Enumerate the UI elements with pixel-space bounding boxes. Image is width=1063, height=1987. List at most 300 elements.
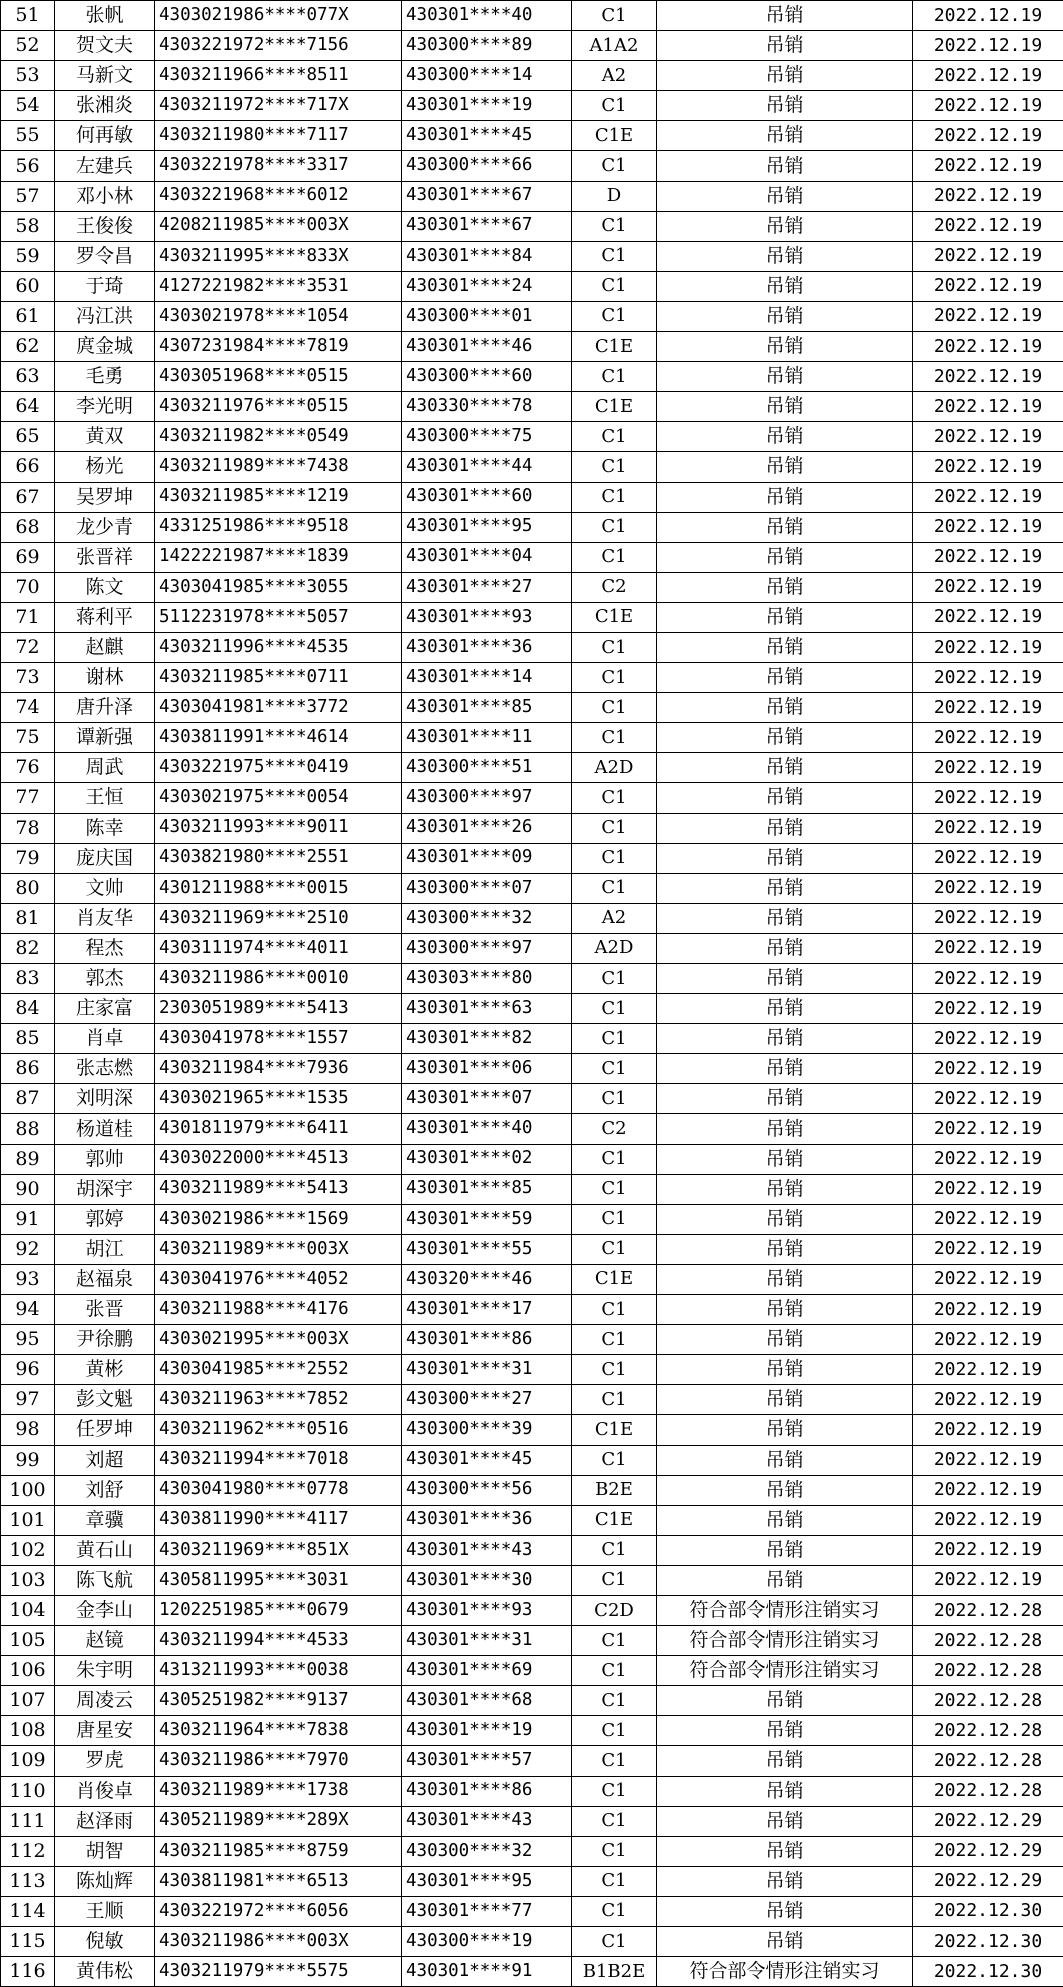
action-date-cell: 2022.12.19 [913, 332, 1063, 362]
action-type-cell: 吊销 [657, 964, 913, 994]
row-number-cell: 79 [1, 843, 55, 873]
id-number-cell: 4303211988****4176 [155, 1295, 402, 1325]
row-number-cell: 58 [1, 211, 55, 241]
action-date-cell: 2022.12.28 [913, 1716, 1063, 1746]
id-number-cell: 4305811995****3031 [155, 1565, 402, 1595]
license-class-cell: C1 [572, 1626, 657, 1656]
action-date-cell: 2022.12.19 [913, 572, 1063, 602]
row-number-cell: 69 [1, 542, 55, 572]
license-class-cell: C1 [572, 964, 657, 994]
person-name-cell: 谭新强 [55, 723, 155, 753]
table-row [1, 362, 1063, 392]
license-class-cell: C1 [572, 783, 657, 813]
id-number-cell: 1202251985****0679 [155, 1595, 402, 1625]
license-class-cell: C1 [572, 271, 657, 301]
table-row [1, 1656, 1063, 1686]
action-type-cell: 吊销 [657, 1355, 913, 1385]
row-number-cell: 85 [1, 1024, 55, 1054]
id-number-cell: 4331251986****9518 [155, 512, 402, 542]
row-number-cell: 52 [1, 31, 55, 61]
action-date-cell: 2022.12.19 [913, 392, 1063, 422]
row-number-cell: 108 [1, 1716, 55, 1746]
row-number-cell: 93 [1, 1264, 55, 1294]
license-file-number-cell: 430301****44 [402, 452, 572, 482]
license-class-cell: C1 [572, 1716, 657, 1746]
action-type-cell: 吊销 [657, 1234, 913, 1264]
row-number-cell: 60 [1, 271, 55, 301]
license-class-cell: B2E [572, 1475, 657, 1505]
person-name-cell: 庄家富 [55, 994, 155, 1024]
person-name-cell: 赵福泉 [55, 1264, 155, 1294]
id-number-cell: 4303021975****0054 [155, 783, 402, 813]
action-date-cell: 2022.12.28 [913, 1656, 1063, 1686]
person-name-cell: 朱宇明 [55, 1656, 155, 1686]
person-name-cell: 刘明深 [55, 1084, 155, 1114]
license-file-number-cell: 430301****67 [402, 211, 572, 241]
license-file-number-cell: 430301****93 [402, 1595, 572, 1625]
license-file-number-cell: 430301****02 [402, 1144, 572, 1174]
action-type-cell: 吊销 [657, 301, 913, 331]
person-name-cell: 黄伟松 [55, 1957, 155, 1987]
action-date-cell: 2022.12.19 [913, 211, 1063, 241]
person-name-cell: 于琦 [55, 271, 155, 301]
license-class-cell: C1 [572, 873, 657, 903]
action-type-cell: 吊销 [657, 1445, 913, 1475]
id-number-cell: 4303221978****3317 [155, 151, 402, 181]
license-class-cell: C1 [572, 1325, 657, 1355]
license-file-number-cell: 430301****67 [402, 181, 572, 211]
license-class-cell: C1 [572, 91, 657, 121]
action-type-cell: 吊销 [657, 121, 913, 151]
license-file-number-cell: 430300****19 [402, 1927, 572, 1957]
license-file-number-cell: 430301****69 [402, 1656, 572, 1686]
table-row [1, 723, 1063, 753]
id-number-cell: 4303211993****9011 [155, 813, 402, 843]
person-name-cell: 张志燃 [55, 1054, 155, 1084]
row-number-cell: 82 [1, 933, 55, 963]
row-number-cell: 91 [1, 1204, 55, 1234]
action-type-cell: 吊销 [657, 843, 913, 873]
action-type-cell: 吊销 [657, 813, 913, 843]
table-row [1, 1565, 1063, 1595]
table-row [1, 1054, 1063, 1084]
row-number-cell: 59 [1, 241, 55, 271]
action-date-cell: 2022.12.28 [913, 1595, 1063, 1625]
id-number-cell: 4303211994****7018 [155, 1445, 402, 1475]
row-number-cell: 94 [1, 1295, 55, 1325]
person-name-cell: 郭婷 [55, 1204, 155, 1234]
person-name-cell: 赵镜 [55, 1626, 155, 1656]
id-number-cell: 4303041980****0778 [155, 1475, 402, 1505]
table-row [1, 1355, 1063, 1385]
table-row [1, 1084, 1063, 1114]
row-number-cell: 96 [1, 1355, 55, 1385]
action-type-cell: 吊销 [657, 151, 913, 181]
id-number-cell: 4303022000****4513 [155, 1144, 402, 1174]
license-class-cell: C1 [572, 1355, 657, 1385]
license-file-number-cell: 430300****32 [402, 903, 572, 933]
license-file-number-cell: 430301****57 [402, 1746, 572, 1776]
row-number-cell: 104 [1, 1595, 55, 1625]
id-number-cell: 4303021986****077X [155, 1, 402, 31]
license-class-cell: C1 [572, 512, 657, 542]
table-row [1, 482, 1063, 512]
license-file-number-cell: 430301****60 [402, 482, 572, 512]
license-file-number-cell: 430301****40 [402, 1114, 572, 1144]
action-type-cell: 吊销 [657, 1686, 913, 1716]
action-type-cell: 吊销 [657, 602, 913, 632]
row-number-cell: 76 [1, 753, 55, 783]
person-name-cell: 文帅 [55, 873, 155, 903]
id-number-cell: 4303211986****0010 [155, 964, 402, 994]
license-file-number-cell: 430300****56 [402, 1475, 572, 1505]
license-file-number-cell: 430301****86 [402, 1776, 572, 1806]
license-class-cell: C1 [572, 1746, 657, 1776]
action-date-cell: 2022.12.19 [913, 783, 1063, 813]
row-number-cell: 54 [1, 91, 55, 121]
action-date-cell: 2022.12.19 [913, 693, 1063, 723]
row-number-cell: 78 [1, 813, 55, 843]
id-number-cell: 4303211963****7852 [155, 1385, 402, 1415]
action-type-cell: 吊销 [657, 1535, 913, 1565]
person-name-cell: 唐星安 [55, 1716, 155, 1746]
license-file-number-cell: 430301****27 [402, 572, 572, 602]
person-name-cell: 庹金城 [55, 332, 155, 362]
person-name-cell: 郭杰 [55, 964, 155, 994]
action-type-cell: 吊销 [657, 1385, 913, 1415]
action-type-cell: 吊销 [657, 693, 913, 723]
license-class-cell: A1A2 [572, 31, 657, 61]
license-class-cell: C1 [572, 1385, 657, 1415]
row-number-cell: 65 [1, 422, 55, 452]
row-number-cell: 103 [1, 1565, 55, 1595]
person-name-cell: 程杰 [55, 933, 155, 963]
table-row [1, 1746, 1063, 1776]
action-date-cell: 2022.12.19 [913, 933, 1063, 963]
license-file-number-cell: 430301****24 [402, 271, 572, 301]
row-number-cell: 83 [1, 964, 55, 994]
person-name-cell: 赵泽雨 [55, 1806, 155, 1836]
id-number-cell: 4307231984****7819 [155, 332, 402, 362]
table-row [1, 542, 1063, 572]
license-class-cell: D [572, 181, 657, 211]
id-number-cell: 1422221987****1839 [155, 542, 402, 572]
action-type-cell: 符合部令情形注销实习 [657, 1626, 913, 1656]
table-row [1, 1204, 1063, 1234]
license-file-number-cell: 430301****84 [402, 241, 572, 271]
license-file-number-cell: 430301****17 [402, 1295, 572, 1325]
row-number-cell: 114 [1, 1896, 55, 1926]
action-type-cell: 吊销 [657, 1204, 913, 1234]
license-file-number-cell: 430300****89 [402, 31, 572, 61]
license-class-cell: C1 [572, 1024, 657, 1054]
table-row [1, 1385, 1063, 1415]
person-name-cell: 赵麒 [55, 632, 155, 662]
row-number-cell: 99 [1, 1445, 55, 1475]
license-class-cell: C1 [572, 1836, 657, 1866]
row-number-cell: 115 [1, 1927, 55, 1957]
action-date-cell: 2022.12.19 [913, 1, 1063, 31]
id-number-cell: 4303041976****4052 [155, 1264, 402, 1294]
person-name-cell: 王恒 [55, 783, 155, 813]
license-class-cell: C1E [572, 602, 657, 632]
id-number-cell: 4303211985****0711 [155, 663, 402, 693]
person-name-cell: 金李山 [55, 1595, 155, 1625]
row-number-cell: 86 [1, 1054, 55, 1084]
action-type-cell: 吊销 [657, 1927, 913, 1957]
table-row [1, 572, 1063, 602]
license-file-number-cell: 430301****63 [402, 994, 572, 1024]
id-number-cell: 4303221972****7156 [155, 31, 402, 61]
license-class-cell: C1 [572, 241, 657, 271]
license-file-number-cell: 430301****91 [402, 1957, 572, 1987]
table-row [1, 1264, 1063, 1294]
row-number-cell: 53 [1, 61, 55, 91]
action-type-cell: 吊销 [657, 1295, 913, 1325]
action-type-cell: 吊销 [657, 1716, 913, 1746]
person-name-cell: 邓小林 [55, 181, 155, 211]
table-row [1, 1957, 1063, 1987]
table-row [1, 1776, 1063, 1806]
license-file-number-cell: 430301****36 [402, 632, 572, 662]
action-date-cell: 2022.12.19 [913, 1325, 1063, 1355]
action-date-cell: 2022.12.19 [913, 1505, 1063, 1535]
table-row [1, 1, 1063, 31]
row-number-cell: 61 [1, 301, 55, 331]
person-name-cell: 张帆 [55, 1, 155, 31]
row-number-cell: 72 [1, 632, 55, 662]
action-date-cell: 2022.12.19 [913, 1144, 1063, 1174]
row-number-cell: 62 [1, 332, 55, 362]
license-file-number-cell: 430301****82 [402, 1024, 572, 1054]
action-date-cell: 2022.12.19 [913, 61, 1063, 91]
action-type-cell: 吊销 [657, 512, 913, 542]
row-number-cell: 89 [1, 1144, 55, 1174]
id-number-cell: 4127221982****3531 [155, 271, 402, 301]
row-number-cell: 87 [1, 1084, 55, 1114]
row-number-cell: 70 [1, 572, 55, 602]
license-file-number-cell: 430301****31 [402, 1626, 572, 1656]
person-name-cell: 吴罗坤 [55, 482, 155, 512]
id-number-cell: 4208211985****003X [155, 211, 402, 241]
person-name-cell: 任罗坤 [55, 1415, 155, 1445]
table-row [1, 121, 1063, 151]
action-date-cell: 2022.12.19 [913, 181, 1063, 211]
person-name-cell: 黄彬 [55, 1355, 155, 1385]
table-row [1, 783, 1063, 813]
id-number-cell: 4303021965****1535 [155, 1084, 402, 1114]
license-file-number-cell: 430300****27 [402, 1385, 572, 1415]
license-file-number-cell: 430303****80 [402, 964, 572, 994]
action-type-cell: 吊销 [657, 392, 913, 422]
id-number-cell: 4303211986****003X [155, 1927, 402, 1957]
person-name-cell: 龙少青 [55, 512, 155, 542]
license-file-number-cell: 430301****95 [402, 512, 572, 542]
id-number-cell: 4303221968****6012 [155, 181, 402, 211]
table-row [1, 753, 1063, 783]
id-number-cell: 4303211986****7970 [155, 1746, 402, 1776]
person-name-cell: 杨光 [55, 452, 155, 482]
action-date-cell: 2022.12.19 [913, 301, 1063, 331]
action-date-cell: 2022.12.29 [913, 1866, 1063, 1896]
row-number-cell: 92 [1, 1234, 55, 1264]
license-class-cell: A2 [572, 61, 657, 91]
table-row [1, 1114, 1063, 1144]
row-number-cell: 80 [1, 873, 55, 903]
table-row [1, 1927, 1063, 1957]
license-class-cell: C1 [572, 1806, 657, 1836]
license-class-cell: A2D [572, 933, 657, 963]
person-name-cell: 黄石山 [55, 1535, 155, 1565]
action-date-cell: 2022.12.19 [913, 482, 1063, 512]
action-type-cell: 吊销 [657, 1866, 913, 1896]
row-number-cell: 71 [1, 602, 55, 632]
license-class-cell: C1E [572, 121, 657, 151]
id-number-cell: 4303211962****0516 [155, 1415, 402, 1445]
action-date-cell: 2022.12.19 [913, 994, 1063, 1024]
person-name-cell: 陈文 [55, 572, 155, 602]
action-type-cell: 吊销 [657, 1836, 913, 1866]
license-class-cell: C1 [572, 482, 657, 512]
license-class-cell: C1 [572, 151, 657, 181]
action-date-cell: 2022.12.28 [913, 1776, 1063, 1806]
person-name-cell: 罗令昌 [55, 241, 155, 271]
person-name-cell: 尹徐鹏 [55, 1325, 155, 1355]
table-row [1, 1234, 1063, 1264]
row-number-cell: 66 [1, 452, 55, 482]
action-date-cell: 2022.12.19 [913, 1295, 1063, 1325]
action-type-cell: 吊销 [657, 1325, 913, 1355]
license-class-cell: C1 [572, 1565, 657, 1595]
license-class-cell: C1 [572, 1927, 657, 1957]
person-name-cell: 谢林 [55, 663, 155, 693]
person-name-cell: 庞庆国 [55, 843, 155, 873]
person-name-cell: 毛勇 [55, 362, 155, 392]
row-number-cell: 107 [1, 1686, 55, 1716]
person-name-cell: 陈灿辉 [55, 1866, 155, 1896]
action-type-cell: 吊销 [657, 452, 913, 482]
action-type-cell: 吊销 [657, 1114, 913, 1144]
license-file-number-cell: 430300****01 [402, 301, 572, 331]
license-file-number-cell: 430301****95 [402, 1866, 572, 1896]
license-file-number-cell: 430301****45 [402, 1445, 572, 1475]
person-name-cell: 贺文夫 [55, 31, 155, 61]
row-number-cell: 110 [1, 1776, 55, 1806]
table-row [1, 903, 1063, 933]
license-file-number-cell: 430301****26 [402, 813, 572, 843]
license-class-cell: C1 [572, 1054, 657, 1084]
license-class-cell: C1 [572, 1, 657, 31]
row-number-cell: 74 [1, 693, 55, 723]
id-number-cell: 4303211995****833X [155, 241, 402, 271]
action-type-cell: 吊销 [657, 1084, 913, 1114]
id-number-cell: 4303211972****717X [155, 91, 402, 121]
license-class-cell: C1 [572, 301, 657, 331]
id-number-cell: 4303211989****5413 [155, 1174, 402, 1204]
action-type-cell: 吊销 [657, 1, 913, 31]
license-file-number-cell: 430301****04 [402, 542, 572, 572]
action-date-cell: 2022.12.19 [913, 512, 1063, 542]
person-name-cell: 刘超 [55, 1445, 155, 1475]
person-name-cell: 陈飞航 [55, 1565, 155, 1595]
action-type-cell: 吊销 [657, 1264, 913, 1294]
license-file-number-cell: 430300****14 [402, 61, 572, 91]
action-date-cell: 2022.12.19 [913, 1264, 1063, 1294]
table-row [1, 1686, 1063, 1716]
id-number-cell: 4303211989****1738 [155, 1776, 402, 1806]
license-class-cell: C1 [572, 1535, 657, 1565]
action-type-cell: 吊销 [657, 1024, 913, 1054]
license-file-number-cell: 430300****07 [402, 873, 572, 903]
license-class-cell: C1 [572, 542, 657, 572]
table-row [1, 813, 1063, 843]
row-number-cell: 67 [1, 482, 55, 512]
id-number-cell: 4303021995****003X [155, 1325, 402, 1355]
action-type-cell: 吊销 [657, 723, 913, 753]
action-date-cell: 2022.12.29 [913, 1806, 1063, 1836]
id-number-cell: 4313211993****0038 [155, 1656, 402, 1686]
table-row [1, 843, 1063, 873]
id-number-cell: 4301211988****0015 [155, 873, 402, 903]
action-date-cell: 2022.12.29 [913, 1836, 1063, 1866]
id-number-cell: 4303211964****7838 [155, 1716, 402, 1746]
table-row [1, 1415, 1063, 1445]
action-date-cell: 2022.12.19 [913, 241, 1063, 271]
action-date-cell: 2022.12.19 [913, 813, 1063, 843]
license-file-number-cell: 430330****78 [402, 392, 572, 422]
action-date-cell: 2022.12.19 [913, 542, 1063, 572]
id-number-cell: 4303211989****003X [155, 1234, 402, 1264]
license-file-number-cell: 430301****86 [402, 1325, 572, 1355]
action-type-cell: 吊销 [657, 241, 913, 271]
table-row [1, 301, 1063, 331]
row-number-cell: 88 [1, 1114, 55, 1144]
action-type-cell: 吊销 [657, 1505, 913, 1535]
id-number-cell: 4303211984****7936 [155, 1054, 402, 1084]
row-number-cell: 84 [1, 994, 55, 1024]
license-file-number-cell: 430301****09 [402, 843, 572, 873]
person-name-cell: 胡智 [55, 1836, 155, 1866]
license-file-number-cell: 430300****66 [402, 151, 572, 181]
action-type-cell: 吊销 [657, 873, 913, 903]
table-row [1, 1626, 1063, 1656]
action-type-cell: 吊销 [657, 1896, 913, 1926]
row-number-cell: 101 [1, 1505, 55, 1535]
license-file-number-cell: 430301****43 [402, 1535, 572, 1565]
table-row [1, 873, 1063, 903]
person-name-cell: 王顺 [55, 1896, 155, 1926]
license-class-cell: C1 [572, 813, 657, 843]
action-type-cell: 吊销 [657, 1565, 913, 1595]
action-date-cell: 2022.12.19 [913, 151, 1063, 181]
row-number-cell: 109 [1, 1746, 55, 1776]
action-date-cell: 2022.12.28 [913, 1626, 1063, 1656]
license-file-number-cell: 430300****97 [402, 933, 572, 963]
license-file-number-cell: 430301****19 [402, 1716, 572, 1746]
table-row [1, 1024, 1063, 1054]
id-number-cell: 4303211982****0549 [155, 422, 402, 452]
id-number-cell: 4303041985****3055 [155, 572, 402, 602]
person-name-cell: 彭文魁 [55, 1385, 155, 1415]
license-file-number-cell: 430301****06 [402, 1054, 572, 1084]
person-name-cell: 肖卓 [55, 1024, 155, 1054]
id-number-cell: 4303211966****8511 [155, 61, 402, 91]
license-file-number-cell: 430301****85 [402, 693, 572, 723]
license-file-number-cell: 430301****31 [402, 1355, 572, 1385]
action-type-cell: 吊销 [657, 332, 913, 362]
table-row [1, 151, 1063, 181]
action-date-cell: 2022.12.19 [913, 1024, 1063, 1054]
